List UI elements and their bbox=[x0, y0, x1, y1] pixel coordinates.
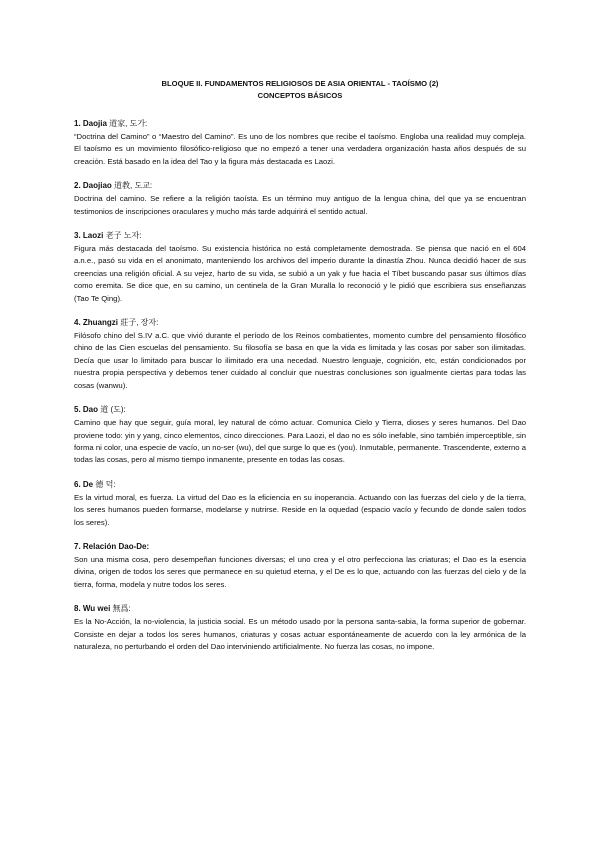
section-body: “Doctrina del Camino” o “Maestro del Camino”. Es uno de los nombres que recibe el taoísmo. Engloba una realidad muy compleja. El taoísmo es un movimiento filosófico-religioso que no empezó a tener una verdadera organización hasta años después de su creación. Está basado en la idea del Tao y la figura más destacada es Laozi. bbox=[74, 132, 526, 166]
section-cjk: 道 (도): bbox=[100, 405, 126, 415]
section-wu-wei bbox=[74, 603, 526, 653]
section-cjk: 無爲: bbox=[112, 604, 131, 614]
section-body: Es la No-Acción, la no-violencia, la justicia social. Es un método usado por la persona santa-sabia, la forma superior de gobernar. Consiste en dejar a todos los seres humanos, criaturas y cosas actuar espontáneamente de acuerdo con la ley armónica de la naturaleza, no perturbando el orden del Dao interviniendo artificialmente. No fuerza las cosas, no impone. bbox=[74, 617, 526, 651]
section-heading bbox=[74, 180, 526, 192]
section-zhuangzi bbox=[74, 317, 526, 392]
section-cjk: 道家, 도가: bbox=[109, 119, 148, 128]
section-heading bbox=[74, 404, 526, 416]
section-de bbox=[74, 479, 526, 529]
section-heading bbox=[74, 230, 526, 242]
section-body: Son una misma cosa, pero desempeñan funciones diversas; el uno crea y el otro perfecciona las criaturas; el Dao es la esencia divina, origen de todos los seres que permanece en su quietud eterna, y el De es lo que, actuando con las fuerzas del cielo y de la tierra, forma, modela y nutre todos los seres. bbox=[74, 554, 526, 589]
section-title: 8. Wu wei bbox=[74, 604, 111, 614]
section-title: 1. Daojia bbox=[74, 119, 107, 128]
section-body: Figura más destacada del taoísmo. Su existencia histórica no está completamente demostrada. Se piensa que nació en el 604 a.n.e., pasó su vida en el anonimato, manteniendo los archivos del imperio durante la dinastía Zhou. Nunca decidió hacer de sus creencias una religión oficial. A su vejez, harto de su vida, se subió a un yak y fue hacia el Tíbet buscando pasar sus últimos días como eremita. Se dice que, en su camino, un centinela de la Gran Muralla lo reconoció y le pidió que escribiera sus enseñanzas (Tao Te Qing). bbox=[74, 244, 526, 303]
section-title: 3. Laozi bbox=[74, 231, 104, 241]
document-header bbox=[74, 78, 526, 102]
section-dao bbox=[74, 404, 526, 467]
section-heading bbox=[74, 603, 526, 615]
section-cjk: 德 덕: bbox=[95, 479, 116, 489]
section-body: Es la virtud moral, es fuerza. La virtud del Dao es la eficiencia en su inoperancia. Actuando con las fuerzas del cielo y de la tierra, los seres humanos pueden formarse, modelarse y nutrirse. Reside en la oquedad (espacio vacío y fecundo de donde salen todos los seres). bbox=[74, 492, 526, 527]
header-title: BLOQUE II. FUNDAMENTOS RELIGIOSOS DE ASIA ORIENTAL - TAOÍSMO (2) bbox=[161, 79, 439, 88]
section-heading bbox=[74, 479, 526, 491]
section-heading bbox=[74, 317, 526, 329]
section-heading bbox=[74, 541, 526, 553]
section-body: Camino que hay que seguir, guía moral, ley natural de cómo actuar. Comunica Cielo y Tierra, dioses y seres humanos. Del Dao proviene todo: yin y yang, cinco elementos, cinco direcciones. Para Laozi, el dao no es sólo inefable, sino también imperceptible, sin forma ni color, una especie de vacío, un no-ser (wu), del que surge lo que es (you). Inmutable, permanente. Trascendente, externo a todas las cosas, pero al mismo tiempo inmanente, presente en todas las cosas. bbox=[74, 418, 526, 465]
section-cjk: 莊子, 장자: bbox=[120, 318, 159, 328]
section-relacion-dao-de bbox=[74, 541, 526, 591]
section-title: 5. Dao bbox=[74, 405, 99, 415]
section-cjk: 道教, 도교: bbox=[114, 181, 153, 191]
header-subtitle: CONCEPTOS BÁSICOS bbox=[257, 91, 343, 100]
section-heading bbox=[74, 118, 526, 130]
section-title: 2. Daojiao bbox=[74, 181, 112, 191]
section-title: 6. De bbox=[74, 479, 94, 489]
section-laozi bbox=[74, 230, 526, 305]
section-title: 4. Zhuangzi bbox=[74, 318, 118, 328]
section-cjk: 老子 노자: bbox=[105, 231, 142, 241]
section-daojiao bbox=[74, 180, 526, 218]
section-daojia bbox=[74, 118, 526, 168]
section-body: Filósofo chino del S.IV a.C. que vivió durante el período de los Reinos combatientes, momento cumbre del pensamiento filosófico chino de las Cien escuelas del pensamiento. Su filosofía se basa en que la vida es limitada y las cosas por saber son ilimitadas. Decía que usar lo limitado para buscar lo ilimitado era una necedad. Nuestro lenguaje, cognición, etc, están condicionados por nuestra propia perspectiva y debemos tener cuidado al concluir que nuestras conclusiones son igualmente ciertas para todas las cosas (wanwu). bbox=[74, 331, 526, 390]
section-title: 7. Relación Dao-De: bbox=[74, 541, 150, 551]
section-body: Doctrina del camino. Se refiere a la religión taoísta. Es un término muy antiguo de la lengua china, del que ya se encuentran testimonios de inscripciones oraculares y mucho más tarde adquirirá el sentido actual. bbox=[74, 194, 526, 216]
